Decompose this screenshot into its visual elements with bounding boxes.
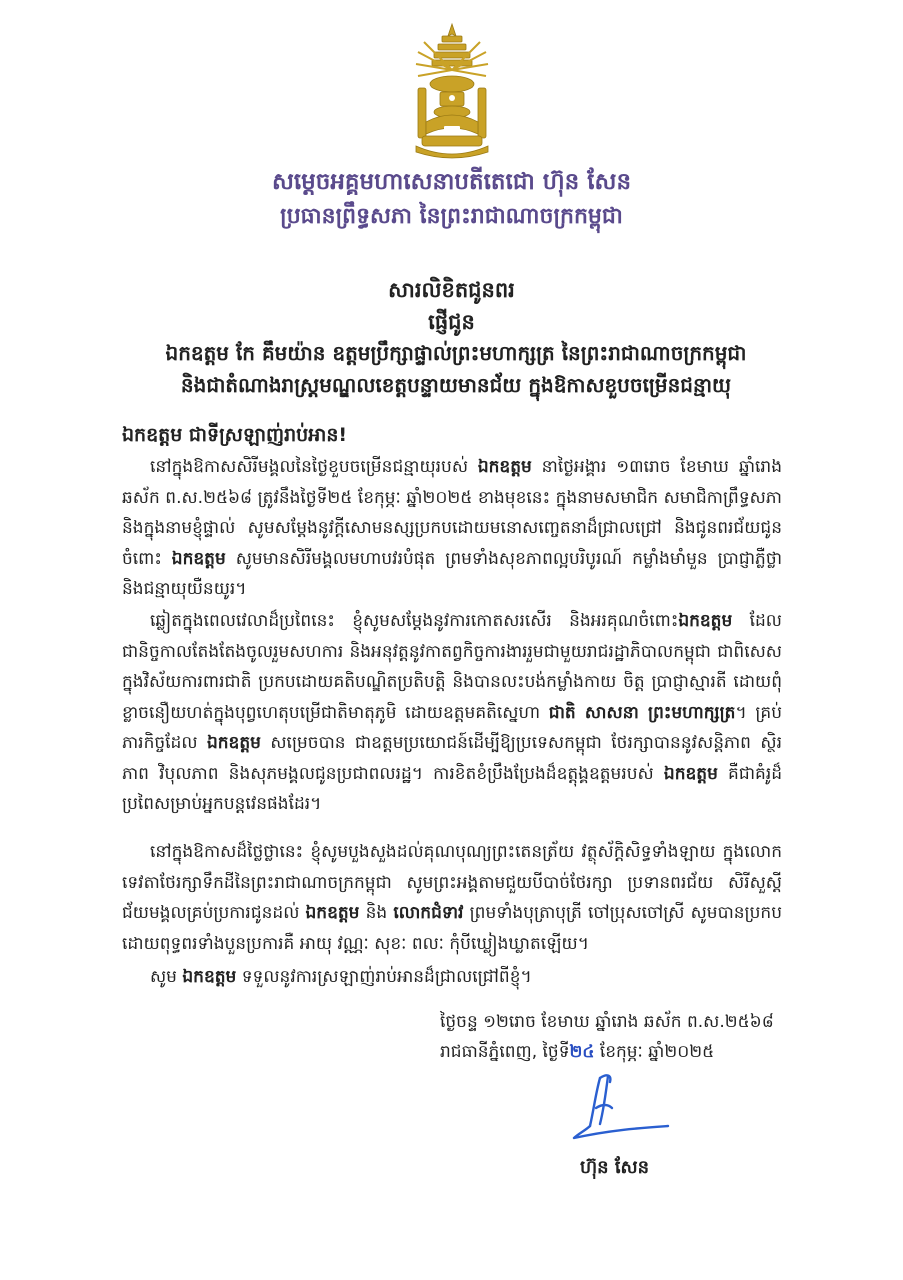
- handwritten-signature-icon: [570, 1068, 670, 1150]
- paragraph-3-text-a: នៅក្នុងឱកាសដ៏ថ្លៃថ្លានេះ ខ្ញុំសូមបួងសួងដល់គុណបុណ្យព្រះតេនត្រ័យ វត្ថុស័ក្តិសិទ្ធទាំងឡាយ ក្នុងលោក ទេវតាថែរក្សាទឹកដីនៃព្រះរាជាណាចក្រកម្ពុជា សូមព្រះអង្គតាមជួយបីបាច់ថែរក្សា ប្រទានពរជ័យ សិរីសួស្ដី ជ័យមង្គលគ្រប់ប្រការជូនដល់: [122, 842, 782, 923]
- recipient-line-2: និងជាតំណាងរាស្ដ្រមណ្ឌលខេត្តបន្ទាយមានជ័យ ក្នុងឱកាសខួបចម្រើនជន្មាយុ: [180, 373, 732, 397]
- paragraph-3-text-e: ព្រមទាំងបុត្រាបុត្រី ចៅប្រុសចៅស្រី សូមបានប្រកបដោយពុទ្ធពរទាំងបួនប្រការគឺ អាយុ វណ្ណៈ សុខៈ ពលៈ កុំបីឃ្លៀងឃ្លាតឡើយ។: [122, 903, 782, 954]
- paragraph-4-text-a: សូម: [150, 967, 183, 987]
- paragraph-2: [122, 606, 782, 820]
- letter-subtitle: ផ្ញើជូន: [428, 310, 475, 334]
- paragraph-3: [122, 837, 782, 959]
- sender-name-title: សម្ដេចអគ្គមហាសេនាបតីតេជោ ហ៊ុន សែន: [271, 169, 632, 195]
- paragraph-4: [122, 962, 782, 993]
- recipient-line-1: ឯកឧត្តម កែ គឹមយ៉ាន ឧត្តមប្រឹក្សាផ្ទាល់ព្រះមហាក្សត្រ នៃព្រះរាជាណាចក្រកម្ពុជា: [165, 341, 747, 365]
- salutation: ឯកឧត្តម ជាទីស្រឡាញ់រាប់អាន!: [122, 424, 348, 446]
- paragraph-2-text-a: ឆ្លៀតក្នុងពេលវេលាដ៏ប្រពៃនេះ ខ្ញុំសូមសម្ដែងនូវការកោតសរសើរ និងអរគុណចំពោះ: [150, 611, 679, 631]
- place-and-date: [440, 1041, 820, 1066]
- paragraph-4-bold-b: ឯកឧត្តម: [182, 967, 237, 987]
- paragraph-2-bold-d: ជាតិ សាសនា ព្រះមហាក្សត្រ: [548, 702, 736, 723]
- paragraph-3-bold-d: លោកជំទាវ: [393, 903, 464, 923]
- paragraph-2-text-g: សម្រេចបាន ជាឧត្តមប្រយោជន៍ដើម្បីឱ្យប្រទេសកម្ពុជា ថែរក្សាបាននូវសន្តិភាព ស្ថិរភាព វិបុលភាព និងសុភមង្គលជូនប្រជាពលរដ្ឋ។ ការខិតខំប្រឹងប្រែងដ៏ឧត្ដុង្គឧត្តមរបស់: [122, 733, 782, 784]
- paragraph-2-bold-h: ឯកឧត្តម: [663, 763, 718, 784]
- paragraph-1-text-e: សូមមានសិរីមង្គលមហាបវរបំផុត ព្រមទាំងសុខភាពល្អបរិបូរណ៍ កម្លាំងមាំមួន ប្រាជ្ញាភ្លឺថ្លា និងជន្មាយុយឺនយូរ។: [122, 548, 783, 599]
- paragraph-3-bold-b: ឯកឧត្តម: [305, 903, 360, 923]
- day-number: ២៤: [569, 1042, 595, 1062]
- paragraph-4-text-c: ទទួលនូវការស្រឡាញ់រាប់អានដ៏ជ្រាលជ្រៅពីខ្ញុំ។: [236, 967, 532, 987]
- place-prefix: រាជធានីភ្នំពេញ, ថ្ងៃទី: [440, 1042, 570, 1062]
- paragraph-2-text-i: គឺជាគំរូដ៏ប្រពៃសម្រាប់អ្នកបន្តវេនផងដែរ។: [122, 763, 783, 814]
- sender-position: ប្រធានព្រឹទ្ធសភា នៃព្រះរាជាណាចក្រកម្ពុជា: [280, 204, 623, 229]
- paragraph-1-bold-d: ឯកឧត្តម: [171, 548, 226, 569]
- paragraph-1-text-a: នៅក្នុងឱកាសសិរីមង្គលនៃថ្ងៃខួបចម្រើនជន្មាយុរបស់: [150, 457, 478, 477]
- letter-title: សារលិខិតជូនពរ: [388, 278, 515, 302]
- paragraph-1-text-c: នាថ្ងៃអង្គារ ១៣រោច ខែមាឃ ឆ្នាំរោង ឆស័ក ព.ស.២៥៦៨ ត្រូវនឹងថ្ងៃទី២៥ ខែកុម្ភៈ ឆ្នាំ២០២៥ ខាងមុខនេះ ក្នុងនាមសមាជិក សមាជិកាព្រឹទ្ធសភា និងក្នុងនាមខ្ញុំផ្ទាល់ សូមសម្ដែងនូវក្ដីសោមនស្សប្រកបដោយមនោសញ្ចេតនាដ៏ជ្រាលជ្រៅ និងជូនពរជ័យជូនចំពោះ: [122, 457, 782, 569]
- paragraph-1-bold-b: ឯកឧត្តម: [477, 457, 532, 477]
- paragraph-1: [122, 452, 782, 605]
- paragraph-2-text-c: ដែលជានិច្ចកាលតែងតែងចូលរួមសហការ និងអនុវត្តនូវកាតព្វកិច្ចការងាររួមជាមួយរាជរដ្ឋាភិបាលកម្ពុជា ជាពិសេសក្នុងវិស័យការពារជាតិ ប្រកបដោយគតិបណ្ឌិតប្រតិបត្តិ និងបានលះបង់កម្លាំងកាយ ចិត្ត ប្រាជ្ញាស្មារតី ដោយពុំខ្លាចនឿយហត់ក្នុងបុព្វហេតុបម្រើជាតិមាតុភូមិ ដោយឧត្តមគតិស្នេហា: [122, 611, 782, 723]
- paragraph-2-bold-f: ឯកឧត្តម: [206, 733, 261, 753]
- paragraph-2-bold-b: ឯកឧត្តម: [678, 611, 733, 631]
- month-year: ខែកុម្ភៈ ឆ្នាំ២០២៥: [594, 1042, 715, 1062]
- royal-emblem-icon: [412, 22, 492, 162]
- signer-name: ហ៊ុន សែន: [580, 1157, 650, 1178]
- paragraph-2-text-e: ។ គ្រប់ភារកិច្ចដែល: [122, 702, 782, 753]
- paragraph-3-text-c: និង: [359, 903, 394, 923]
- lunar-date: ថ្ងៃចន្ទ ១២រោច ខែមាឃ ឆ្នាំរោង ឆស័ក ព.ស.២៥៦៨: [440, 1012, 774, 1032]
